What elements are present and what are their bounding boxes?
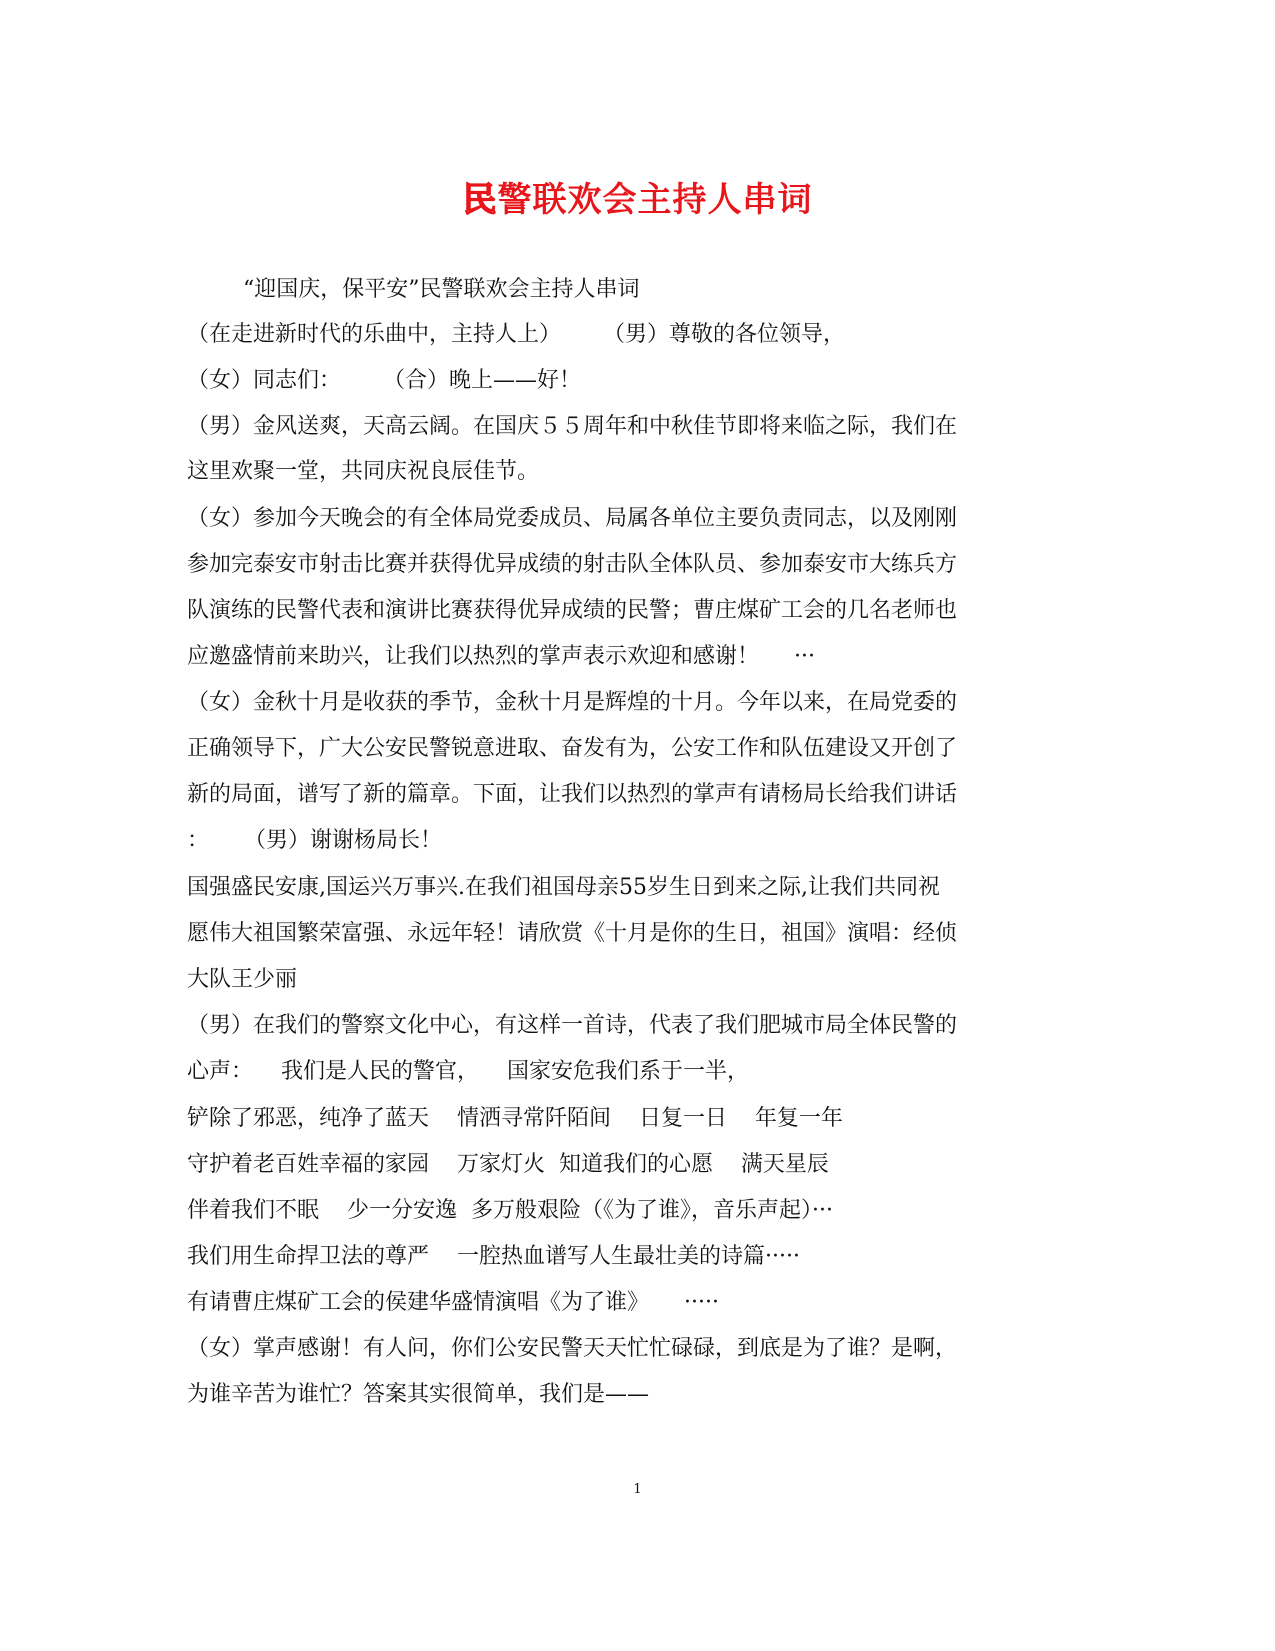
text-line: 我们用生命捍卫法的尊严 一腔热血谱写人生最壮美的诗篇·····: [187, 1244, 800, 1269]
text-line: （男）在我们的警察文化中心，有这样一首诗，代表了我们肥城市局全体民警的: [187, 1013, 958, 1038]
text-line: （女）掌声感谢！有人问，你们公安民警天天忙忙碌碌，到底是为了谁？是啊，: [187, 1336, 958, 1361]
text-line: 正确领导下，广大公安民警锐意进取、奋发有为，公安工作和队伍建设又开创了: [187, 736, 958, 761]
text-line: 为谁辛苦为谁忙？答案其实很简单，我们是——: [187, 1382, 650, 1407]
text-line: 参加完泰安市射击比赛并获得优异成绩的射击队全体队员、参加泰安市大练兵方: [187, 552, 958, 577]
text-line: （女）金秋十月是收获的季节，金秋十月是辉煌的十月。今年以来，在局党委的: [187, 690, 958, 715]
page-number: 1: [633, 1482, 642, 1497]
text-line: 愿伟大祖国繁荣富强、永远年轻！请欣赏《十月是你的生日，祖国》演唱：经侦: [187, 921, 958, 946]
title-rest: 警联欢会主持人串词: [497, 180, 813, 220]
text-line: 心声： 我们是人民的警官， 国家安危我们系于一半，: [187, 1059, 749, 1084]
title-first-char: 民: [462, 180, 498, 220]
text-line: （在走进新时代的乐曲中，主持人上） （男）尊敬的各位领导，: [187, 322, 845, 347]
text-line: “迎国庆，保平安”民警联欢会主持人串词: [187, 277, 640, 302]
text-line: 大队王少丽: [187, 967, 298, 992]
text-line: 应邀盛情前来助兴，让我们以热烈的掌声表示欢迎和感谢！ ···: [187, 644, 815, 669]
text-line: （女）参加今天晚会的有全体局党委成员、局属各单位主要负责同志，以及刚刚: [187, 506, 958, 531]
text-line: 有请曹庄煤矿工会的侯建华盛情演唱《为了谁》 ·····: [187, 1290, 719, 1315]
text-line: （男）金风送爽，天高云阔。在国庆５５周年和中秋佳节即将来临之际，我们在: [187, 414, 958, 439]
text-line: 伴着我们不眠 少一分安逸 多万般艰险（《为了谁》，音乐声起）···: [187, 1198, 833, 1223]
text-line: 新的局面，谱写了新的篇章。下面，让我们以热烈的掌声有请杨局长给我们讲话: [187, 782, 958, 807]
text-line: 队演练的民警代表和演讲比赛获得优异成绩的民警；曹庄煤矿工会的几名老师也: [187, 598, 958, 623]
text-line: （女）同志们： （合）晚上——好！: [187, 368, 581, 393]
text-line: 国强盛民安康,国运兴万事兴.在我们祖国母亲55岁生日到来之际,让我们共同祝: [187, 875, 940, 900]
text-line: 这里欢聚一堂，共同庆祝良辰佳节。: [187, 459, 540, 484]
text-line: 铲除了邪恶，纯净了蓝天 情洒寻常阡陌间 日复一日 年复一年: [187, 1106, 843, 1131]
text-line: ： （男）谢谢杨局长！: [187, 828, 442, 853]
text-line: 守护着老百姓幸福的家园 万家灯火 知道我们的心愿 满天星辰: [187, 1152, 829, 1177]
